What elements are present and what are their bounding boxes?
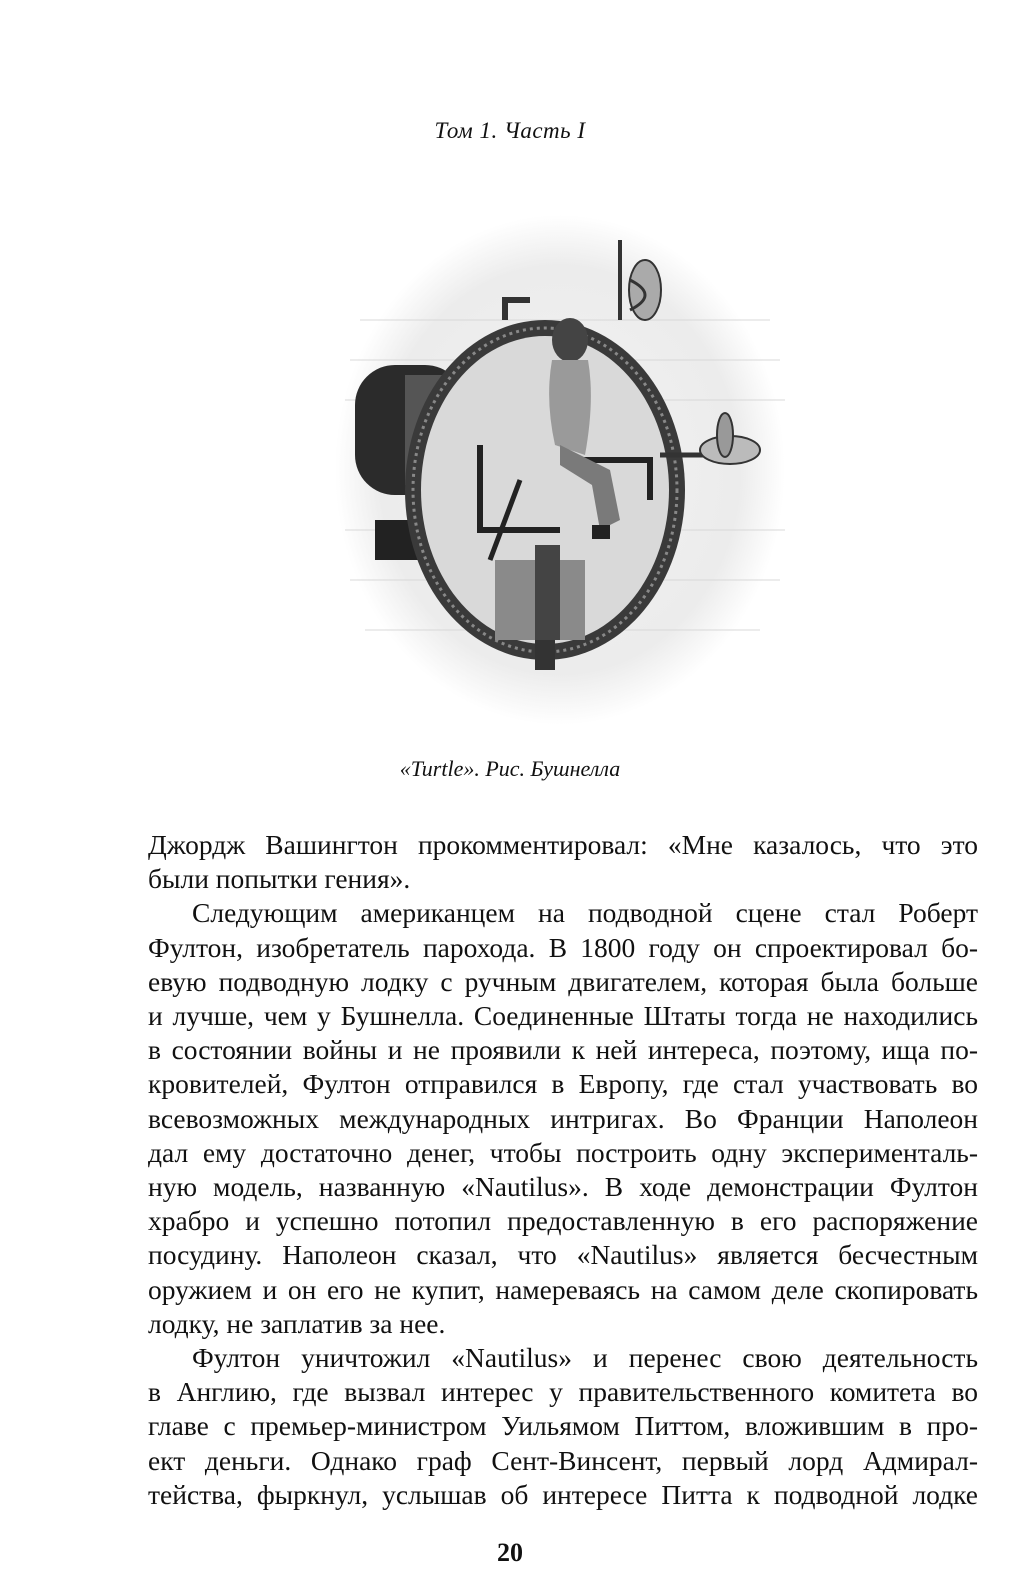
- text-line: в Англию, где вызвал интерес у правительственного комитета во: [148, 1376, 978, 1408]
- text-line: ную модель, названную «Nautilus». В ходе демонстрации Фултон: [148, 1171, 978, 1203]
- text-line: и лучше, чем у Бушнелла. Соединенные Штаты тогда не находились: [148, 1000, 978, 1032]
- text-line: посудину. Наполеон сказал, что «Nautilus» является бесчестным: [148, 1239, 978, 1271]
- text-line: дал ему достаточно денег, чтобы построить одну эксперименталь-: [148, 1136, 978, 1168]
- text-line: лодку, не заплатив за нее.: [148, 1307, 446, 1339]
- text-line: кровителей, Фултон отправился в Европу, где стал участвовать во: [148, 1068, 978, 1100]
- text-line: Следующим американцем на подводной сцене стал Роберт: [192, 897, 978, 929]
- text-line: оружием и он его не купит, намереваясь на самом деле скопировать: [148, 1273, 978, 1305]
- text-line: Джордж Вашингтон прокомментировал: «Мне казалось, что это: [148, 829, 978, 860]
- text-line: храбро и успешно потопил предоставленную в его распоряжение: [148, 1205, 978, 1237]
- text-line: главе с премьер-министром Уильямом Питтом, вложившим в про-: [148, 1410, 978, 1442]
- page-number: 20: [497, 1538, 523, 1567]
- text-line: были попытки гения».: [148, 863, 411, 895]
- text-line: в состоянии войны и не проявили к ней интереса, поэтому, ища по-: [148, 1034, 978, 1066]
- text-line: Фултон уничтожил «Nautilus» и перенес свою деятельность: [192, 1342, 978, 1374]
- running-head: Том 1. Часть I: [434, 118, 586, 143]
- text-line: Фултон, изобретатель парохода. В 1800 году он спроектировал бо-: [148, 931, 978, 963]
- turtle-submarine-illustration: [330, 200, 820, 740]
- text-line: ект деньги. Однако граф Сент-Винсент, первый лорд Адмирал-: [148, 1444, 978, 1476]
- figure-caption: «Turtle». Рис. Бушнелла: [399, 756, 621, 781]
- text-line: всевозможных международных интригах. Во Франции Наполеон: [148, 1102, 978, 1134]
- body-text: [148, 828, 978, 1512]
- text-line: евую подводную лодку с ручным двигателем, которая была больше: [148, 965, 978, 997]
- text-line: тейства, фыркнул, услышав об интересе Питта к подводной лодке: [148, 1478, 978, 1510]
